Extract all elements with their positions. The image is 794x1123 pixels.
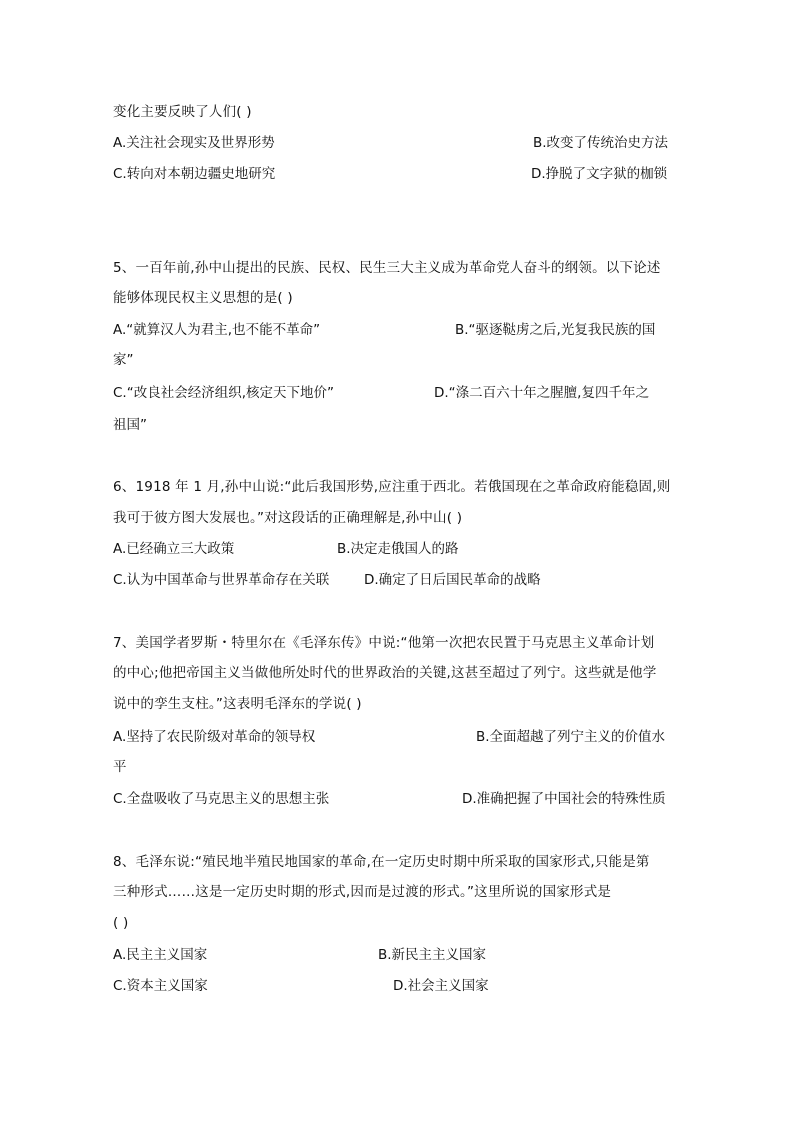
question-4-option-a: A.关注社会现实及世界形势 [113, 135, 275, 151]
question-7-option-c: C.全盘吸收了马克思主义的思想主张 [113, 791, 330, 807]
question-7-stem-line-2: 的中心;他把帝国主义当做他所处时代的世界政治的关键,这甚至超过了列宁。这些就是他学 [113, 665, 657, 681]
question-5-option-d-continued: 祖国” [113, 417, 147, 433]
question-7-option-d: D.准确把握了中国社会的特殊性质 [462, 791, 666, 807]
question-6-stem-line-1: 6、1918 年 1 月,孙中山说:“此后我国形势,应注重于西北。若俄国现在之革命政府能稳固,则 [113, 479, 671, 495]
question-6-option-a: A.已经确立三大政策 [113, 541, 235, 557]
question-4-option-b: B.改变了传统治史方法 [533, 135, 669, 151]
question-7-option-b-continued: 平 [113, 759, 127, 775]
question-5-option-a: A.“就算汉人为君主,也不能不革命” [113, 322, 321, 338]
question-7-option-a: A.坚持了农民阶级对革命的领导权 [113, 729, 316, 745]
question-4-option-d: D.挣脱了文字狱的枷锁 [531, 166, 668, 182]
question-4-stem: 变化主要反映了人们( ) [113, 104, 252, 120]
question-8-stem-line-1: 8、毛泽东说:“殖民地半殖民地国家的革命,在一定历史时期中所采取的国家形式,只能是第 [113, 854, 650, 870]
question-6-option-c: C.认为中国革命与世界革命存在关联 [113, 572, 330, 588]
question-5-option-d: D.“涤二百六十年之腥膻,复四千年之 [434, 385, 649, 401]
question-8-option-d: D.社会主义国家 [393, 978, 489, 994]
question-7-option-b: B.全面超越了列宁主义的价值水 [476, 729, 666, 745]
question-8-stem-line-2: 三种形式……这是一定历史时期的形式,因而是过渡的形式。”这里所说的国家形式是 [113, 884, 612, 900]
question-8-stem-line-3: ( ) [113, 915, 129, 931]
question-5-option-b: B.“驱逐鞑虏之后,光复我民族的国 [455, 322, 656, 338]
question-7-stem-line-3: 说中的孪生支柱。”这表明毛泽东的学说( ) [113, 696, 362, 712]
question-6-stem-line-2: 我可于彼方图大发展也。”对这段话的正确理解是,孙中山( ) [113, 510, 463, 526]
question-6-option-d: D.确定了日后国民革命的战略 [364, 572, 541, 588]
question-5-option-b-continued: 家” [113, 352, 134, 368]
question-6-option-b: B.决定走俄国人的路 [337, 541, 459, 557]
question-8-option-a: A.民主主义国家 [113, 947, 208, 963]
question-5-stem-line-1: 5、一百年前,孙中山提出的民族、民权、民生三大主义成为革命党人奋斗的纲领。以下论述 [113, 260, 661, 276]
question-7-stem-line-1: 7、美国学者罗斯・特里尔在《毛泽东传》中说:“他第一次把农民置于马克思主义革命计划 [113, 635, 655, 651]
question-8-option-c: C.资本主义国家 [113, 978, 208, 994]
question-5-option-c: C.“改良社会经济组织,核定天下地价” [113, 385, 334, 401]
question-5-stem-line-2: 能够体现民权主义思想的是( ) [113, 290, 293, 306]
question-8-option-b: B.新民主主义国家 [378, 947, 487, 963]
question-4-option-c: C.转向对本朝边疆史地研究 [113, 166, 276, 182]
